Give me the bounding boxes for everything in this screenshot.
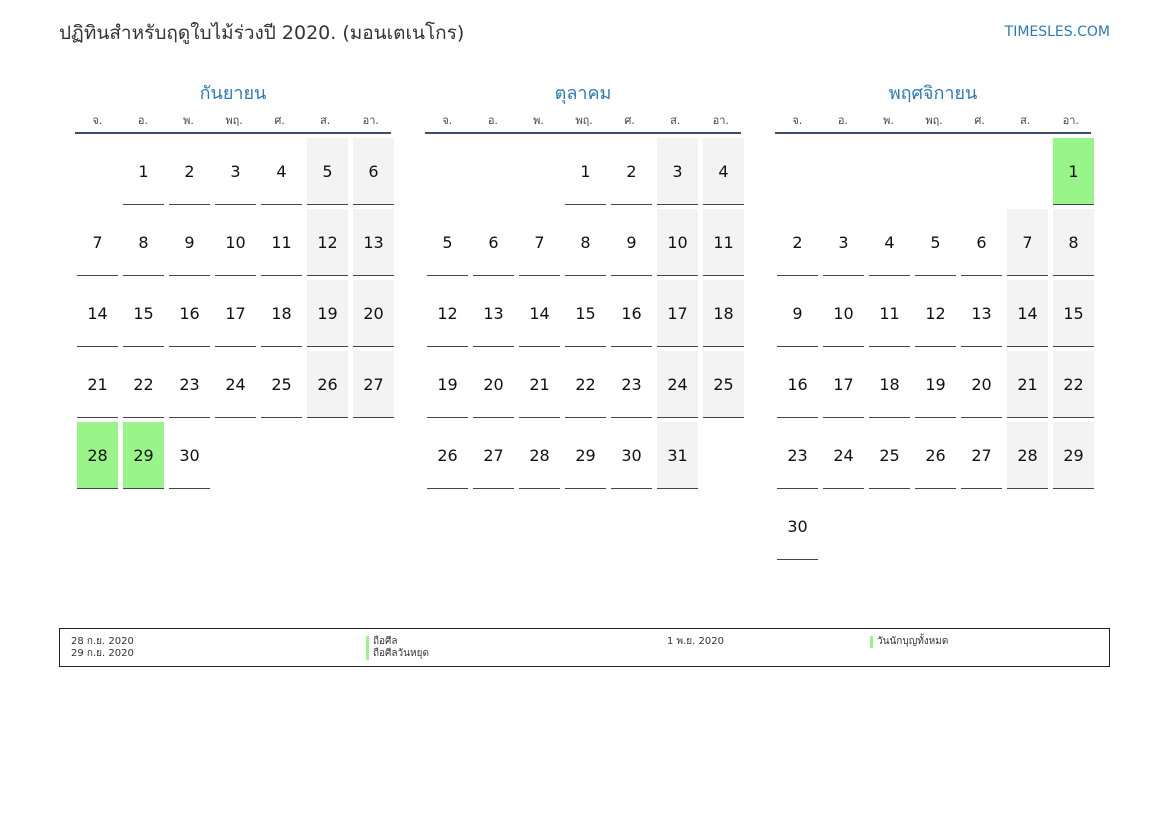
empty-day-cell [261,422,302,489]
day-cell: 25 [703,351,744,418]
day-cell: 16 [169,280,210,347]
day-cell: 26 [427,422,468,489]
empty-day-cell [427,138,468,205]
day-cell: 23 [777,422,818,489]
weekday-label: ส. [1020,114,1031,127]
day-cell: 14 [519,280,560,347]
day-cell: 5 [307,138,348,205]
day-cell: 22 [565,351,606,418]
day-cell: 1 [123,138,164,205]
day-cell: 24 [215,351,256,418]
day-cell: 24 [823,422,864,489]
day-cell: 20 [473,351,514,418]
month-title: ตุลาคม [554,83,612,104]
day-cell: 11 [261,209,302,276]
day-cell: 26 [307,351,348,418]
day-cell: 15 [1053,280,1094,347]
page-title: ปฏิทินสำหรับฤดูใบไม้ร่วงปี 2020. (มอนเตเนโกร) [59,22,465,44]
weekday-header [425,108,741,134]
day-cell: 2 [169,138,210,205]
day-cell: 3 [823,209,864,276]
empty-day-cell [961,493,1002,560]
day-grid [425,134,741,489]
legend-holiday-name: ถือศีลวันหยุด [366,648,429,660]
day-cell: 16 [611,280,652,347]
weekday-label: ศ. [274,114,285,127]
weekday-label: พฤ. [225,114,243,127]
weekday-label: จ. [92,114,103,127]
empty-day-cell [915,493,956,560]
day-cell: 21 [519,351,560,418]
day-cell: 1 [1053,138,1094,205]
day-grid [75,134,391,489]
day-cell: 21 [77,351,118,418]
day-cell: 5 [915,209,956,276]
weekday-label: อ. [137,114,148,127]
day-cell: 21 [1007,351,1048,418]
day-cell: 10 [215,209,256,276]
day-cell: 28 [77,422,118,489]
day-cell: 14 [77,280,118,347]
weekday-label: อา. [712,114,729,127]
legend-names-1 [366,636,429,660]
weekday-label: ศ. [624,114,635,127]
holiday-legend [59,628,1110,667]
day-cell: 19 [427,351,468,418]
day-cell: 2 [611,138,652,205]
day-cell: 4 [261,138,302,205]
day-cell: 2 [777,209,818,276]
legend-dates-1 [71,636,134,660]
day-cell: 4 [869,209,910,276]
empty-day-cell [519,138,560,205]
weekday-label: จ. [792,114,803,127]
empty-day-cell [77,138,118,205]
day-cell: 11 [869,280,910,347]
weekday-label: ส. [670,114,681,127]
weekday-label: อา. [1062,114,1079,127]
weekday-label: อ. [487,114,498,127]
day-cell: 30 [777,493,818,560]
day-cell: 25 [869,422,910,489]
empty-day-cell [823,493,864,560]
day-cell: 28 [519,422,560,489]
empty-day-cell [823,138,864,205]
weekday-label: พฤ. [575,114,593,127]
day-cell: 6 [473,209,514,276]
day-cell: 9 [777,280,818,347]
day-cell: 13 [473,280,514,347]
legend-holiday-name: ถือศีล [366,636,429,648]
day-grid [775,134,1091,560]
legend-holiday-name: วันนักบุญทั้งหมด [870,636,948,648]
legend-dates-2 [667,636,724,648]
day-cell: 10 [823,280,864,347]
day-cell: 6 [961,209,1002,276]
day-cell: 30 [611,422,652,489]
day-cell: 8 [123,209,164,276]
day-cell: 28 [1007,422,1048,489]
month-title: พฤศจิกายน [888,83,978,104]
day-cell: 29 [565,422,606,489]
day-cell: 23 [169,351,210,418]
day-cell: 25 [261,351,302,418]
day-cell: 27 [473,422,514,489]
day-cell: 27 [353,351,394,418]
day-cell: 26 [915,422,956,489]
day-cell: 27 [961,422,1002,489]
empty-day-cell [473,138,514,205]
day-cell: 20 [353,280,394,347]
day-cell: 10 [657,209,698,276]
weekday-label: พฤ. [925,114,943,127]
day-cell: 13 [961,280,1002,347]
empty-day-cell [1007,493,1048,560]
day-cell: 15 [123,280,164,347]
weekday-label: ส. [320,114,331,127]
day-cell: 17 [657,280,698,347]
empty-day-cell [1053,493,1094,560]
weekday-label: พ. [533,114,544,127]
day-cell: 22 [1053,351,1094,418]
legend-date: 29 ก.ย. 2020 [71,648,134,659]
weekday-header [775,108,1091,134]
day-cell: 20 [961,351,1002,418]
day-cell: 9 [169,209,210,276]
empty-day-cell [215,422,256,489]
day-cell: 31 [657,422,698,489]
month-september [75,80,391,489]
day-cell: 6 [353,138,394,205]
day-cell: 14 [1007,280,1048,347]
empty-day-cell [915,138,956,205]
empty-day-cell [1007,138,1048,205]
day-cell: 7 [1007,209,1048,276]
day-cell: 18 [703,280,744,347]
day-cell: 3 [215,138,256,205]
weekday-label: อา. [362,114,379,127]
day-cell: 18 [261,280,302,347]
weekday-label: จ. [442,114,453,127]
day-cell: 4 [703,138,744,205]
day-cell: 5 [427,209,468,276]
day-cell: 29 [123,422,164,489]
day-cell: 17 [823,351,864,418]
day-cell: 8 [565,209,606,276]
empty-day-cell [869,138,910,205]
day-cell: 12 [427,280,468,347]
legend-date: 1 พ.ย. 2020 [667,636,724,647]
day-cell: 16 [777,351,818,418]
day-cell: 12 [307,209,348,276]
day-cell: 30 [169,422,210,489]
day-cell: 19 [915,351,956,418]
day-cell: 9 [611,209,652,276]
day-cell: 13 [353,209,394,276]
day-cell: 1 [565,138,606,205]
weekday-label: พ. [183,114,194,127]
day-cell: 19 [307,280,348,347]
day-cell: 12 [915,280,956,347]
day-cell: 7 [77,209,118,276]
day-cell: 22 [123,351,164,418]
weekday-label: พ. [883,114,894,127]
weekday-header [75,108,391,134]
month-title: กันยายน [199,83,267,104]
day-cell: 23 [611,351,652,418]
day-cell: 24 [657,351,698,418]
month-october [425,80,741,489]
legend-names-2 [870,636,948,648]
empty-day-cell [961,138,1002,205]
brand-link[interactable]: TIMESLES.COM [1004,24,1110,40]
weekday-label: อ. [837,114,848,127]
day-cell: 17 [215,280,256,347]
day-cell: 7 [519,209,560,276]
day-cell: 8 [1053,209,1094,276]
day-cell: 29 [1053,422,1094,489]
empty-day-cell [777,138,818,205]
empty-day-cell [703,422,744,489]
day-cell: 3 [657,138,698,205]
legend-date: 28 ก.ย. 2020 [71,636,134,647]
day-cell: 18 [869,351,910,418]
empty-day-cell [353,422,394,489]
day-cell: 15 [565,280,606,347]
empty-day-cell [869,493,910,560]
empty-day-cell [307,422,348,489]
day-cell: 11 [703,209,744,276]
weekday-label: ศ. [974,114,985,127]
month-november [775,80,1091,560]
